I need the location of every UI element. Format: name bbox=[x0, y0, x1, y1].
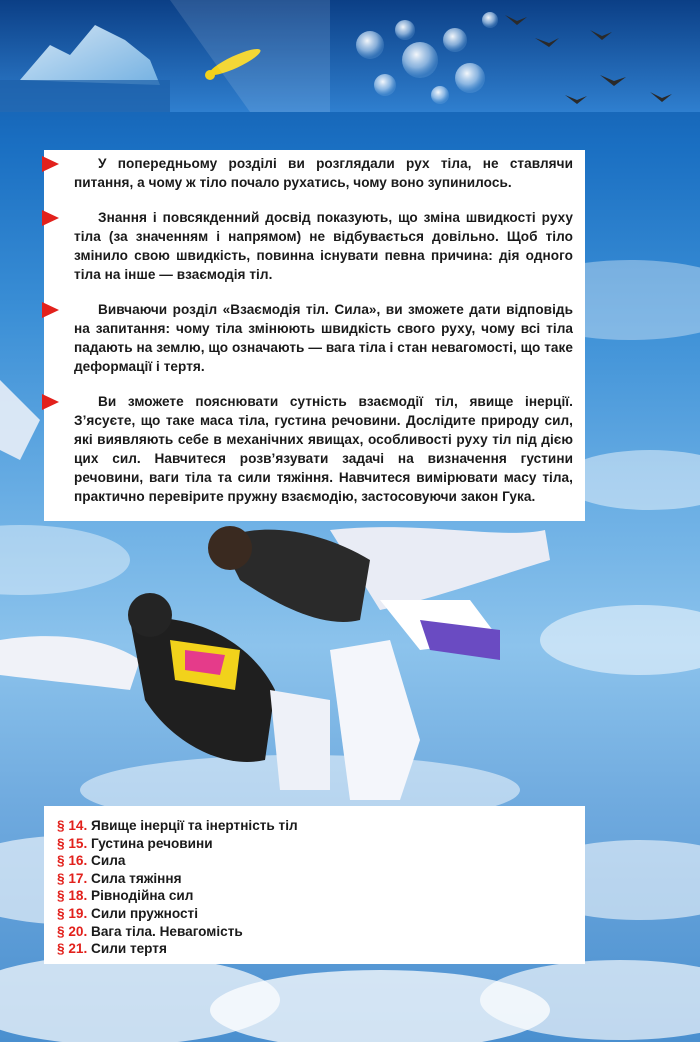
toc-item bbox=[57, 817, 585, 835]
toc-item bbox=[57, 923, 585, 941]
intro-paragraph-text: Ви зможете пояснювати сутність взаємодії тіл, явище інерції. З’ясуєте, що таке маса тіла, густина речовини. Дослідите природу сил, які виявляють себе в механічних явищах, особливості руху тіл під дією цих сил. Навчитеся розв’язувати задачі на визначення густини речовини, ваги тіла та сили тяжіння. Навчитеся вимірювати масу тіла, практично перевірите пружну взаємодію, застосовуючи закон Гука. bbox=[74, 394, 573, 504]
red-arrow-marker-icon bbox=[42, 394, 59, 410]
intro-paragraph bbox=[74, 154, 573, 192]
toc-item bbox=[57, 852, 585, 870]
toc-section-title: Сила bbox=[91, 853, 126, 869]
toc-item bbox=[57, 940, 585, 958]
intro-paragraph bbox=[74, 392, 573, 506]
toc-section-title: Рівнодійна сил bbox=[91, 888, 194, 904]
toc-section-title: Сили тертя bbox=[91, 941, 167, 957]
intro-paragraph-text: Знання і повсякденний досвід показують, що зміна швидкості руху тіла (за значенням і напрямом) не відбувається довільно. Щоб тіло змінило свою швидкість, повинна існувати певна причина: дія одного тіла на інше — взаємодія тіл. bbox=[74, 210, 573, 282]
toc-section-title: Вага тіла. Невагомість bbox=[91, 923, 243, 939]
toc-item bbox=[57, 905, 585, 923]
red-arrow-marker-icon bbox=[42, 156, 59, 172]
red-arrow-marker-icon bbox=[42, 210, 59, 226]
intro-paragraph bbox=[74, 300, 573, 376]
toc-section-number: § 19. bbox=[57, 905, 88, 921]
toc-section-number: § 15. bbox=[57, 835, 88, 851]
toc-section-title: Явище інерції та інертність тіл bbox=[91, 818, 298, 833]
toc-section-title: Густина речовини bbox=[91, 835, 213, 851]
intro-paragraph-text: У попередньому розділі ви розглядали рух тіла, не ставлячи питання, а чому ж тіло почало рухатись, чому воно зупинилось. bbox=[74, 156, 573, 190]
toc-item bbox=[57, 835, 585, 853]
toc-item bbox=[57, 870, 585, 888]
intro-text-box bbox=[44, 150, 585, 521]
table-of-contents bbox=[44, 806, 585, 964]
toc-section-title: Сили пружності bbox=[91, 905, 198, 921]
red-arrow-marker-icon bbox=[42, 302, 59, 318]
intro-paragraph bbox=[74, 208, 573, 284]
toc-section-number: § 16. bbox=[57, 853, 88, 869]
intro-paragraph-text: Вивчаючи розділ «Взаємодія тіл. Сила», ви зможете дати відповідь на запитання: чому тіла змінюють швидкість свого руху, чому всі тіла падають на землю, що означають — вага тіла і стан невагомості, що таке деформації і тертя. bbox=[74, 302, 573, 374]
toc-section-number: § 14. bbox=[57, 818, 88, 833]
toc-item bbox=[57, 887, 585, 905]
toc-section-number: § 18. bbox=[57, 888, 88, 904]
toc-section-number: § 17. bbox=[57, 870, 88, 886]
toc-section-number: § 20. bbox=[57, 923, 88, 939]
toc-section-number: § 21. bbox=[57, 941, 88, 957]
toc-section-title: Сила тяжіння bbox=[91, 870, 182, 886]
